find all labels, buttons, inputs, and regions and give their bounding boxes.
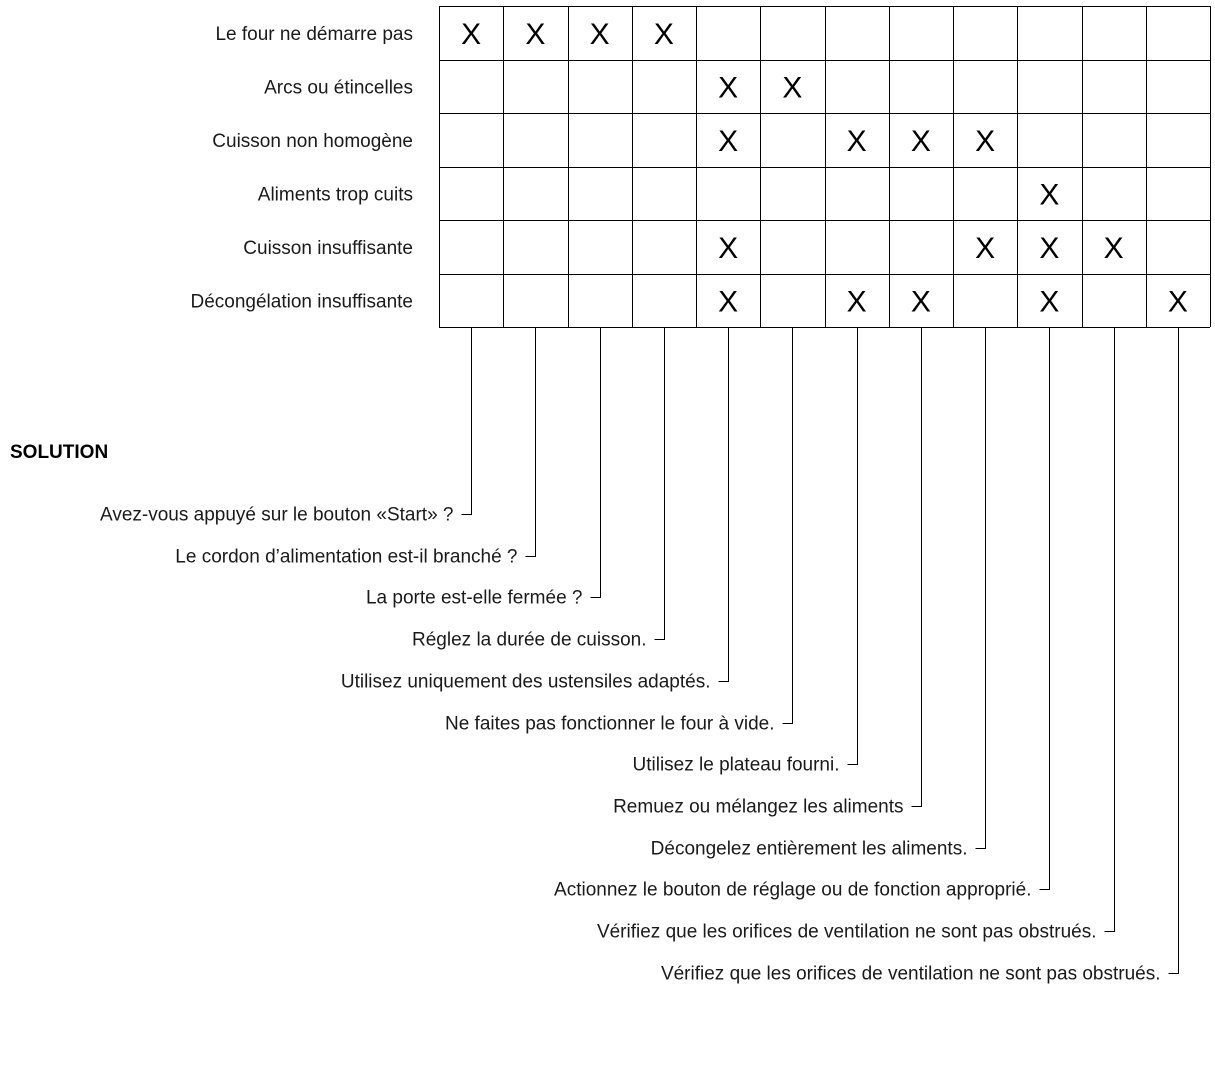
x-mark: X bbox=[718, 285, 739, 319]
solution-label: Décongelez entièrement les aliments. bbox=[650, 838, 968, 860]
x-mark: X bbox=[975, 124, 996, 158]
problem-label: Aliments trop cuits bbox=[257, 184, 413, 206]
solution-connector bbox=[1105, 327, 1115, 932]
x-mark: X bbox=[525, 17, 546, 51]
problem-label: Cuisson non homogène bbox=[212, 130, 413, 152]
solution-label: Vérifiez que les orifices de ventilation ne sont pas obstrués. bbox=[660, 963, 1161, 985]
x-mark: X bbox=[1039, 231, 1060, 265]
x-mark: X bbox=[653, 17, 674, 51]
solution-connector bbox=[655, 327, 665, 640]
solution-connector bbox=[719, 327, 729, 682]
solution-label: Remuez ou mélangez les aliments bbox=[613, 796, 904, 818]
x-mark: X bbox=[718, 231, 739, 265]
x-mark: X bbox=[782, 71, 803, 105]
problem-labels bbox=[190, 24, 413, 313]
solution-labels bbox=[100, 505, 1161, 985]
x-mark: X bbox=[846, 285, 867, 319]
solution-connector bbox=[912, 327, 922, 807]
problem-label: Décongélation insuffisante bbox=[190, 291, 413, 313]
x-mark: X bbox=[846, 124, 867, 158]
x-mark: X bbox=[975, 231, 996, 265]
x-mark: X bbox=[910, 124, 931, 158]
solution-connector bbox=[591, 327, 601, 598]
x-mark: X bbox=[1103, 231, 1124, 265]
solution-label: Réglez la durée de cuisson. bbox=[412, 629, 647, 651]
matrix-grid bbox=[439, 6, 1211, 328]
x-mark: X bbox=[1167, 285, 1188, 319]
x-mark: X bbox=[1039, 285, 1060, 319]
problem-label: Cuisson insuffisante bbox=[243, 237, 413, 259]
x-mark: X bbox=[1039, 178, 1060, 212]
x-mark: X bbox=[910, 285, 931, 319]
solution-connector bbox=[848, 327, 858, 765]
x-mark: X bbox=[589, 17, 610, 51]
solution-label: Utilisez le plateau fourni. bbox=[632, 754, 840, 776]
solution-label: La porte est-elle fermée ? bbox=[365, 587, 583, 609]
solution-label: Avez-vous appuyé sur le bouton «Start» ? bbox=[100, 504, 454, 526]
solution-connector bbox=[1169, 327, 1179, 974]
solution-heading: SOLUTION bbox=[10, 442, 109, 463]
solution-connector bbox=[462, 327, 472, 515]
solution-label: Utilisez uniquement des ustensiles adaptés. bbox=[340, 671, 711, 693]
x-mark: X bbox=[461, 17, 482, 51]
problem-label: Arcs ou étincelles bbox=[264, 77, 413, 99]
solution-connector bbox=[976, 327, 986, 849]
solution-label: Actionnez le bouton de réglage ou de fonction approprié. bbox=[554, 879, 1032, 901]
solution-connector bbox=[526, 327, 536, 557]
x-mark: X bbox=[718, 124, 739, 158]
problem-label: Le four ne démarre pas bbox=[215, 23, 413, 45]
x-mark: X bbox=[718, 71, 739, 105]
solution-label: Vérifiez que les orifices de ventilation ne sont pas obstrués. bbox=[596, 921, 1097, 943]
solution-connector bbox=[783, 327, 793, 724]
solution-label: Le cordon d’alimentation est-il branché ? bbox=[175, 546, 518, 568]
solution-label: Ne faites pas fonctionner le four à vide. bbox=[444, 713, 775, 735]
solution-connector bbox=[1040, 327, 1050, 890]
